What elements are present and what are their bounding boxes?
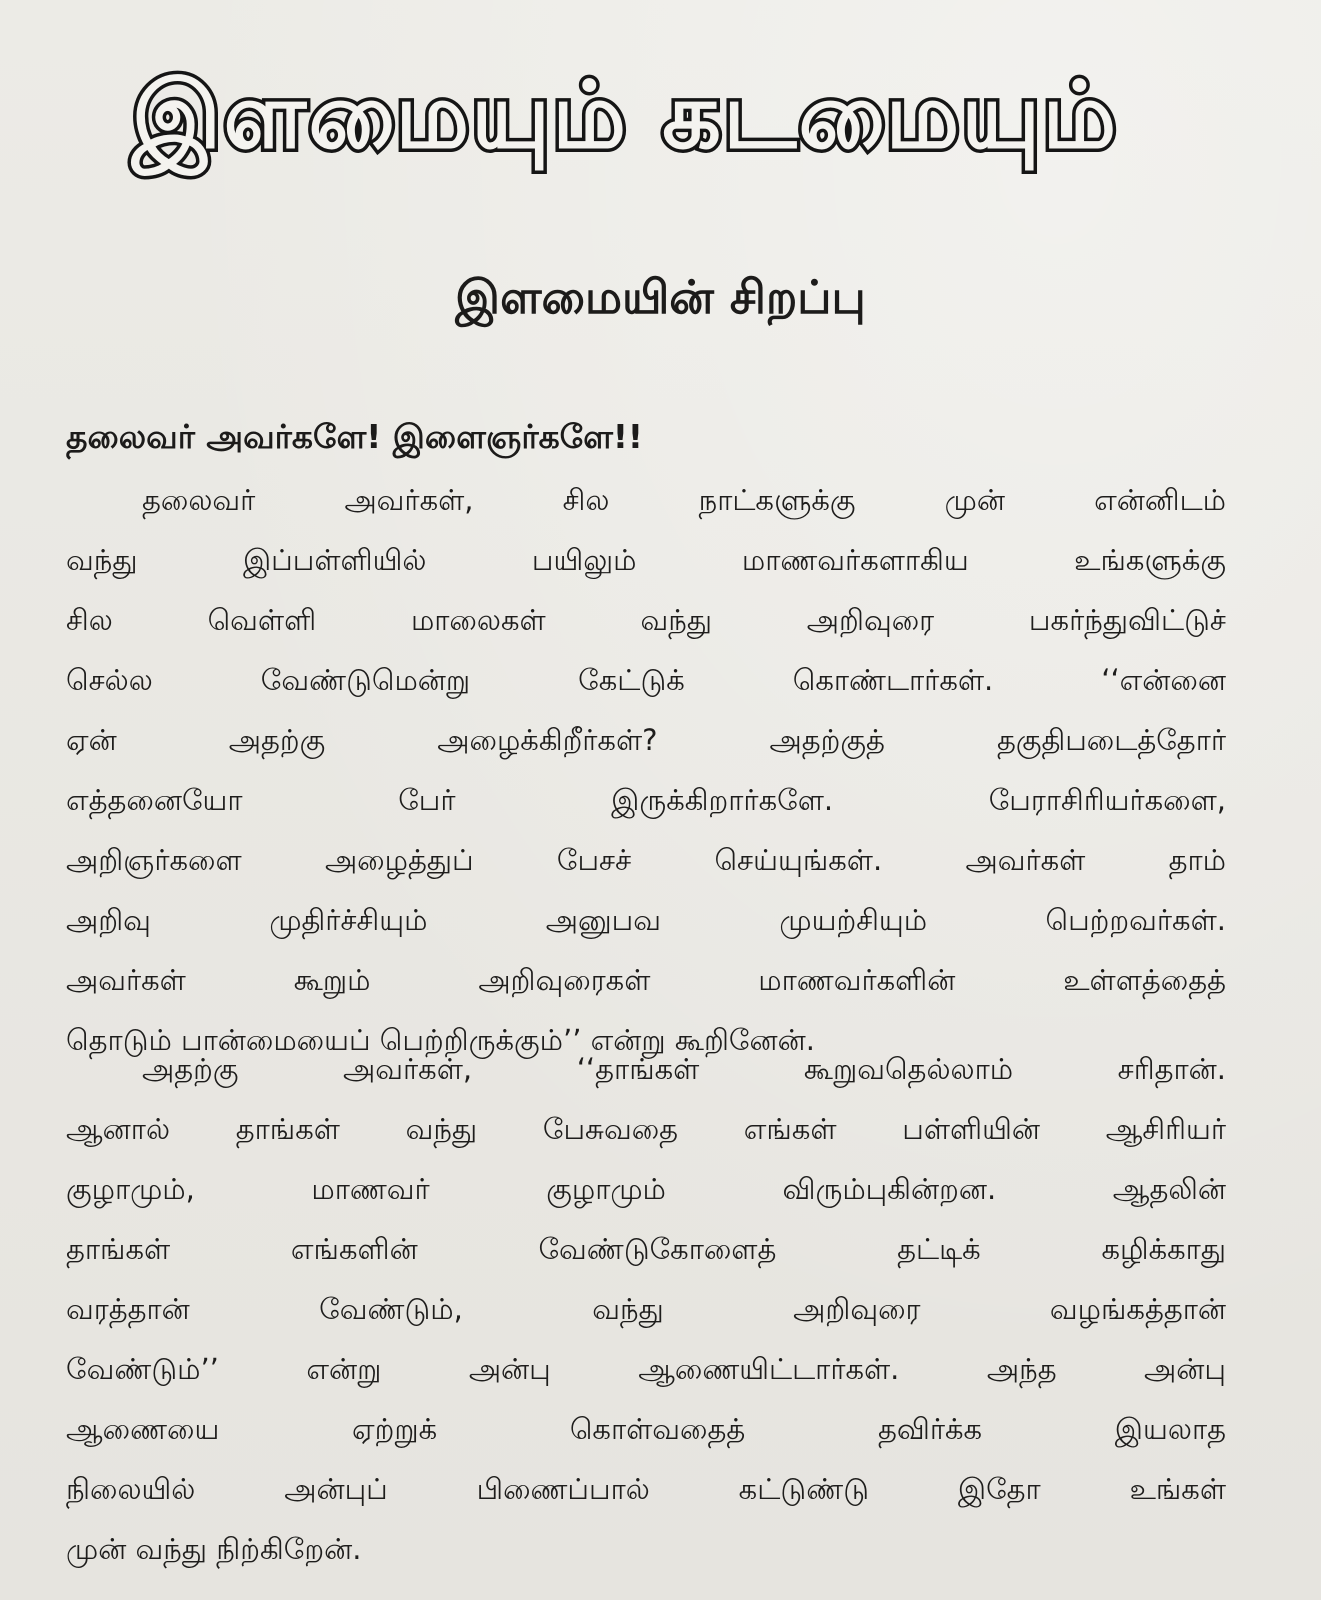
text-line: அவர்கள் கூறும் அறிவுரைகள் மாணவர்களின் உள்ளத்தைத் [66, 963, 1226, 997]
text-line: குழாமும், மாணவர் குழாமும் விரும்புகின்றன. ஆதலின் [66, 1172, 1226, 1206]
text-line: அறிவு முதிர்ச்சியும் அனுபவ முயற்சியும் பெற்றவர்கள். [66, 903, 1226, 937]
text-line: தலைவர் அவர்கள், சில நாட்களுக்கு முன் என்னிடம் [142, 483, 1226, 517]
chapter-title: இளமையும் கடமையும் [131, 62, 1119, 169]
paragraph-2 [66, 1039, 1226, 1579]
text-line: அறிஞர்களை அழைத்துப் பேசச் செய்யுங்கள். அவர்கள் தாம் [66, 843, 1226, 877]
text-line: தொடும் பான்மையைப் பெற்றிருக்கும்’’ என்று கூறினேன். [66, 1023, 815, 1057]
section-title: இளமையின் சிறப்பு [455, 270, 866, 324]
text-line: தாங்கள் எங்களின் வேண்டுகோளைத் தட்டிக் கழிக்காது [66, 1232, 1226, 1266]
text-line: ஆணையை ஏற்றுக் கொள்வதைத் தவிர்க்க இயலாத [66, 1412, 1226, 1446]
text-line: நிலையில் அன்புப் பிணைப்பால் கட்டுண்டு இதோ உங்கள் [66, 1472, 1226, 1506]
text-line: செல்ல வேண்டுமென்று கேட்டுக் கொண்டார்கள். ‘‘என்னை [66, 663, 1226, 697]
text-line: அதற்கு அவர்கள், ‘‘தாங்கள் கூறுவதெல்லாம் சரிதான். [142, 1052, 1226, 1086]
text-line: வந்து இப்பள்ளியில் பயிலும் மாணவர்களாகிய உங்களுக்கு [66, 543, 1226, 577]
text-line: ஏன் அதற்கு அழைக்கிறீர்கள்? அதற்குத் தகுதிபடைத்தோர் [66, 723, 1226, 757]
paragraph-1 [66, 470, 1226, 1070]
text-line: ஆனால் தாங்கள் வந்து பேசுவதை எங்கள் பள்ளியின் ஆசிரியர் [66, 1112, 1226, 1146]
salutation: தலைவர் அவர்களே! இளைஞர்களே!! [66, 417, 643, 456]
text-line: வேண்டும்’’ என்று அன்பு ஆணையிட்டார்கள். அந்த அன்பு [66, 1352, 1226, 1386]
text-line: வரத்தான் வேண்டும், வந்து அறிவுரை வழங்கத்தான் [66, 1292, 1226, 1326]
text-line: முன் வந்து நிற்கிறேன். [66, 1532, 362, 1566]
text-line: எத்தனையோ பேர் இருக்கிறார்களே. பேராசிரியர்களை, [66, 783, 1226, 817]
text-line: சில வெள்ளி மாலைகள் வந்து அறிவுரை பகர்ந்துவிட்டுச் [66, 603, 1226, 637]
